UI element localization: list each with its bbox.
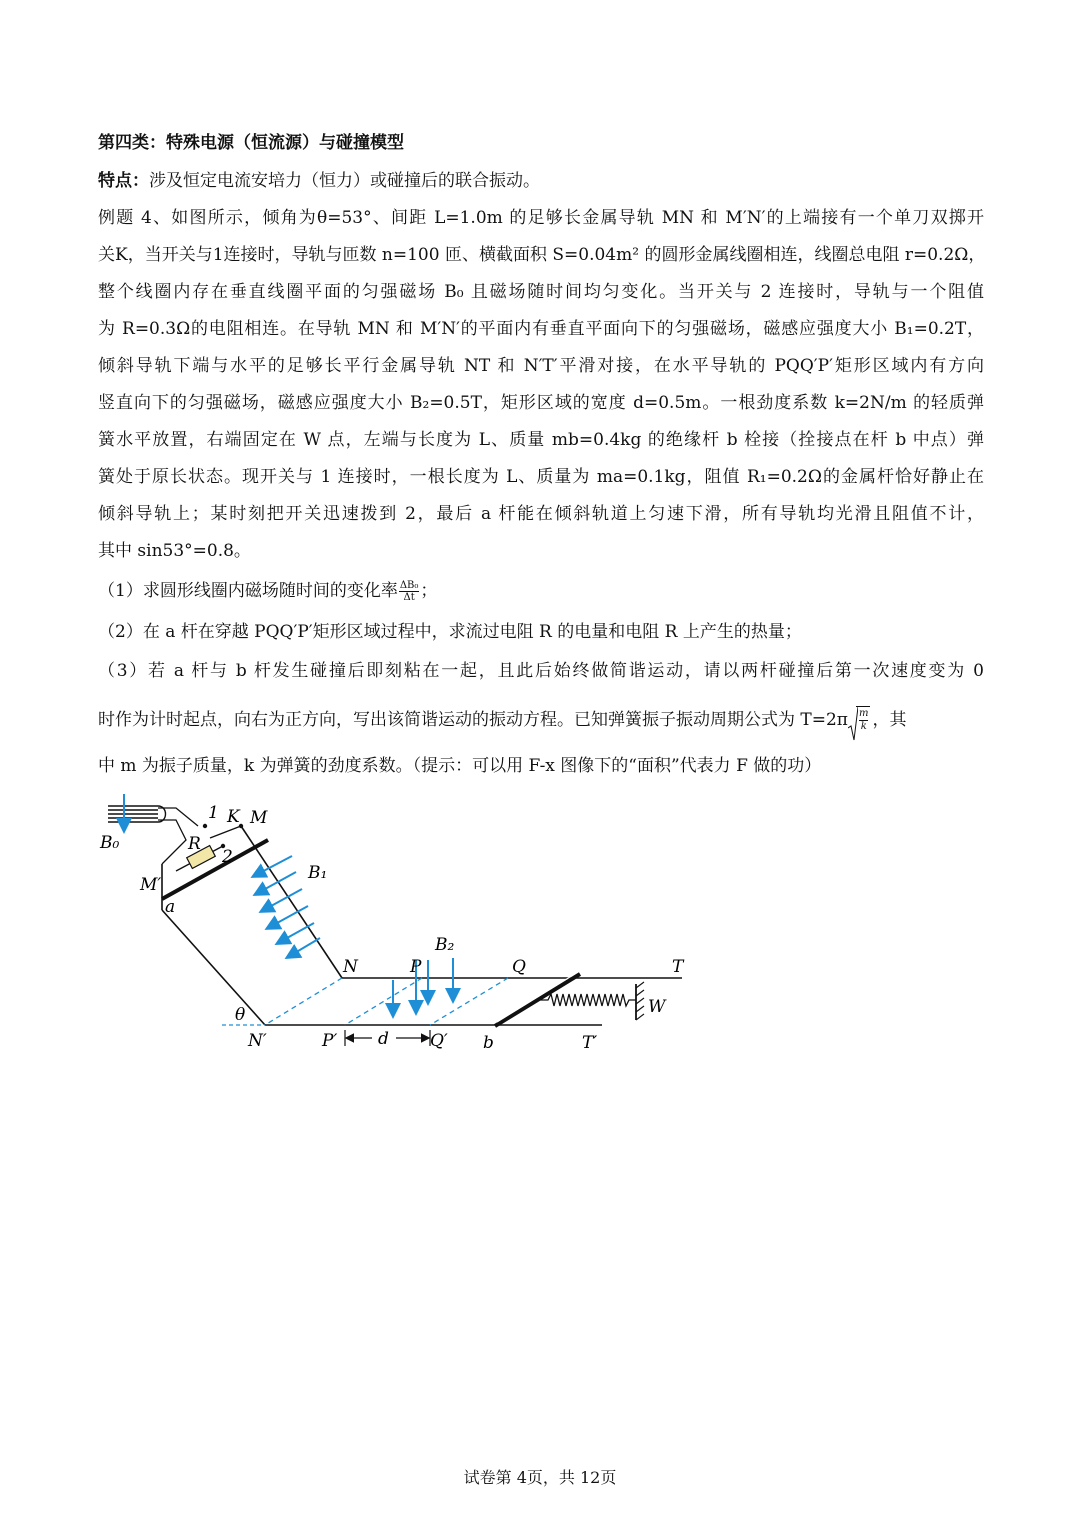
dashed-nn [265, 978, 342, 1025]
question-1-end: ； [420, 581, 438, 601]
problem-line: 关K，当开关与1连接时，导轨与匝数 n=100 匝、横截面积 S=0.04m² 的圆形金属线圈相连，线圈总电阻 r=0.2Ω， [98, 245, 986, 265]
fraction-denominator: Δt [403, 592, 415, 603]
label-1: 1 [208, 803, 219, 823]
question-2: （2）在 a 杆在穿越 PQQ′P′矩形区域过程中，求流过电阻 R 的电量和电阻 R 上产生的热量； [98, 622, 802, 642]
label-k: K [227, 807, 240, 827]
label-p-prime: P′ [322, 1031, 338, 1051]
label-n-prime: N′ [248, 1031, 267, 1051]
question-1-text: （1）求圆形线圈内磁场随时间的变化率 [98, 581, 398, 601]
question-3-text: 时作为计时起点，向右为正方向，写出该简谐运动的振动方程。已知弹簧振子振动周期公式为 T=2π [98, 710, 848, 730]
label-p: P [410, 957, 422, 977]
question-3-line-1: （3）若 a 杆与 b 杆发生碰撞后即刻粘在一起，且此后始终做简谐运动，请以两杆碰撞后第一次速度变为 0 [98, 661, 984, 681]
label-b0: B₀ [100, 833, 120, 853]
feature-label: 特点： [98, 171, 149, 191]
label-q: Q [512, 957, 526, 977]
problem-line: 竖直向下的匀强磁场，磁感应强度大小 B₂=0.5T，矩形区域的宽度 d=0.5m。一根劲度系数 k=2N/m 的轻质弹 [98, 393, 984, 413]
problem-line: 例题 4、如图所示，倾角为θ=53°、间距 L=1.0m 的足够长金属导轨 MN 和 M′N′的上端接有一个单刀双掷开 [98, 208, 984, 228]
radical-sign [848, 706, 858, 742]
coil [108, 806, 166, 822]
dashed-pp [345, 978, 422, 1025]
rate-fraction [399, 580, 420, 603]
switch-contact-1 [203, 824, 207, 828]
fraction-numerator: ΔB₀ [399, 580, 419, 591]
label-n: N [343, 957, 358, 977]
label-m: M [250, 808, 268, 828]
label-t-prime: T′ [582, 1033, 598, 1053]
page-footer: 试卷第 4页，共 12页 [463, 1468, 617, 1487]
problem-line: 为 R=0.3Ω的电阻相连。在导轨 MN 和 M′N′的平面内有垂直平面向下的匀强磁场，磁感应强度大小 B₁=0.2T， [98, 319, 984, 339]
problem-line: 簧处于原长状态。现开关与 1 连接时，一根长度为 L、质量为 ma=0.1kg，阻值 R₁=0.2Ω的金属杆恰好静止在 [98, 467, 984, 487]
wall-hatch [636, 982, 644, 1020]
question-3-line-2 [98, 706, 984, 735]
period-sqrt [848, 706, 870, 735]
spring [540, 994, 636, 1006]
problem-line: 倾斜导轨下端与水平的足够长平行金属导轨 NT 和 N′T′平滑对接，在水平导轨的 PQQ′P′矩形区域内有方向 [98, 356, 984, 376]
question-3-line-3: 中 m 为振子质量，k 为弹簧的劲度系数。（提示：可以用 F-x 图像下的“面积”代表力 F 做的功） [98, 756, 822, 776]
dashed-qq [430, 978, 508, 1025]
label-b2: B₂ [435, 935, 455, 955]
b2-field-arrows [393, 958, 453, 1015]
problem-line: 整个线圈内存在垂直线圈平面的匀强磁场 B₀ 且磁场随时间均匀变化。当开关与 2 连接时，导轨与一个阻值 [98, 282, 984, 302]
label-q-prime: Q′ [430, 1031, 448, 1051]
problem-line: 倾斜导轨上；某时刻把开关迅速拨到 2，最后 a 杆能在倾斜轨道上匀速下滑，所有导轨均光滑且阻值不计， [98, 504, 984, 524]
sqrt-denominator: k [860, 721, 867, 732]
label-t: T [672, 957, 684, 977]
section-title: 第四类：特殊电源（恒流源）与碰撞模型 [98, 133, 404, 153]
problem-line: 簧水平放置，右端固定在 W 点，左端与长度为 L、质量 mb=0.4kg 的绝缘杆 b 栓接（拴接点在杆 b 中点）弹 [98, 430, 984, 450]
label-2: 2 [222, 847, 233, 867]
label-b1: B₁ [308, 863, 328, 883]
label-m-prime: M′ [140, 875, 162, 895]
feature-text: 涉及恒定电流安培力（恒力）或碰撞后的联合振动。 [149, 171, 540, 191]
rail-m-prime-n-prime-lower [162, 910, 265, 1025]
question-3-text-end: ，其 [872, 710, 907, 730]
rod-b-highlight [497, 972, 578, 1022]
coil-lead-lower [158, 820, 186, 864]
label-theta: θ [235, 1005, 246, 1025]
sqrt-numerator: m [858, 708, 869, 719]
rail-diagram [0, 790, 1080, 1060]
label-w: W [648, 997, 666, 1017]
feature-line [98, 170, 984, 192]
label-d: d [378, 1029, 389, 1049]
label-r: R [188, 834, 201, 854]
label-b: b [483, 1033, 494, 1053]
problem-line: 其中 sin53°=0.8。 [98, 541, 251, 561]
question-1 [98, 580, 984, 603]
label-a: a [165, 897, 176, 917]
switch-blade [210, 826, 241, 838]
